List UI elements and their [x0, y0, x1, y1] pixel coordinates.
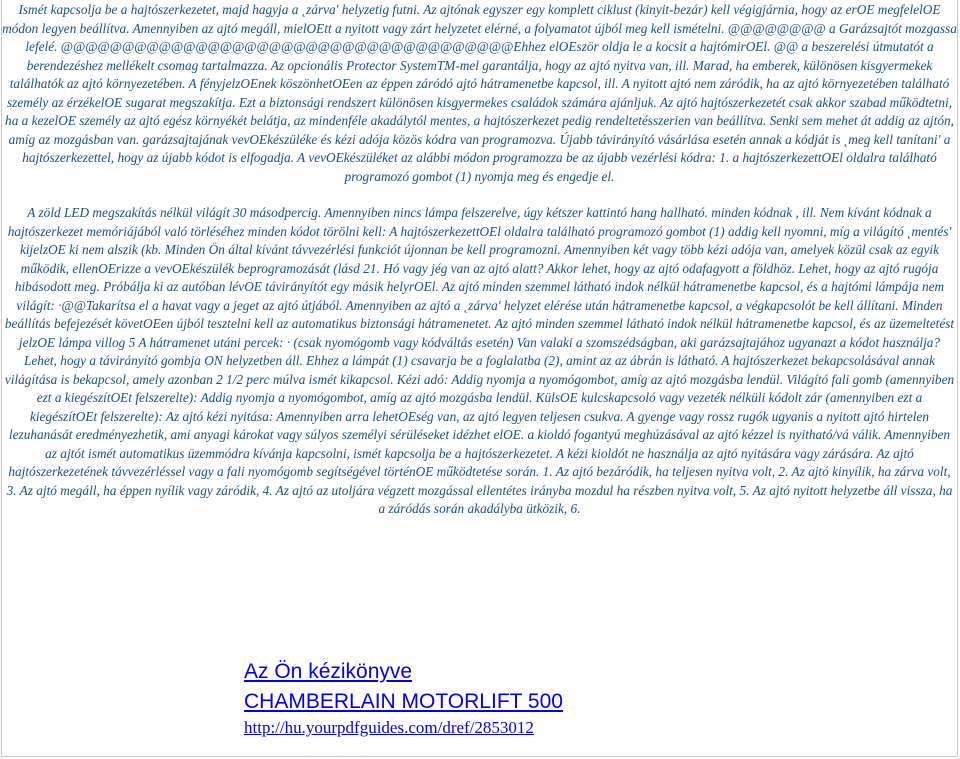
source-url-link[interactable]: http://hu.yourpdfguides.com/dref/2853012	[244, 718, 534, 737]
manual-heading-link[interactable]: Az Ön kézikönyve	[244, 660, 413, 683]
paragraph-top: Ismét kapcsolja be a hajtószerkezetet, majd hagyja a ˛zárva' helyzetig futni. Az ajtónak egyszer egy komplett ciklust (kinyit-bezár) kell végigjárnia, hogy az erOE megfelelOE módon legyen beállítva. Amennyiben az ajtó megáll, mielOEtt a nyitott vagy zárt helyzetet elérné, a folyamatot újból meg kell ismételni. @@@@@@@@ a Garázsajtót mozgassa lefelé. @@@@@@@@@@@@@@@@@@@@@@@@@@@@@@@@@@@@@Ehhez elOEször oldja le a kocsit a hajtómirOEl. @@ a beszerelési útmutatót a berendezéshez mellékelt csomag tartalmazza. Az opcionális Protector SystemTM-mel garantálja, hogy az ajtó nyitva van, ill. Marad, ha emberek, különösen kisgyermekek találhatók az ajtó környezetében. A fényjelzOEnek köszönhetOEen az éppen záródó ajtó hátramenetbe kapcsol, ill. A nyitott ajtó nem záródik, ha az ajtó környezetében található személy az érzékelOE sugarat megszakítja. Ezt a biztonsági rendszert különösen kisgyermekes családok számára ajánljuk. Az ajtó hajtószerkezetét csak akkor szabad működtetni, ha a kezelOE személy az ajtó egész környékét belátja, az mindenféle akadálytól mentes, a hajtószerkezet pedig rendeltetésszerien van beállítva. Senki sem mehet át addig az ajtón, amíg az mozgásban van. garázsajtajának vevOEkészüléke és kézi adója közös kódra van programozva. Újabb távirányító vásárlása esetén annak a kódját is ˛meg kell tanítani' a hajtószerkezettel, hogy az újabb kódot is elfogadja. A vevOEkészüléket az alábbi módon programozza be az újabb vezérlési kódra: 1. a hajtószerkezettOEl oldalra található programozó gombot (1) nyomja meg és engedje el.	[2, 2, 957, 184]
paragraph-bottom: A zöld LED megszakítás nélkül világít 30 másodpercig. Amennyiben nincs lámpa felszerelve, úgy kétszer kattintó hang hallható. minden kódnak , ill. Nem kívánt kódnak a hajtószerkezet memóriájából való törléséhez minden kódot törölni kell: A hajtószerkezettOEl oldalra található programozó gombot (1) addig kell nyomni, míg a világító ˛mentés' kijelzOE ki nem alszik (kb. Minden Ön által kívánt távvezérlési funkciót újonnan be kell programozni. Amennyiben két vagy több kézi adója van, amelyek közül csak az egyik működik, ellenOErizze a vevOEkészülék beprogramozását (lásd 21. Hó vagy jég van az ajtó alatt? Akkor lehet, hogy az ajtó odafagyott a földhöz. Lehet, hogy az ajtó rugója hibásodott meg. Próbálja ki az autóban lévOE távirányítót egy másik helyrOEl. Az ajtó minden szemmel látható indok nélkül hátramenetbe kapcsol, és a hajtómi lámpája nem világít: ·@@Takarítsa el a havat vagy a jeget az ajtó útjából. Amennyiben az ajtó a ˛zárva' helyzet elérése után hátramenetbe kapcsol, a végkapcsolót be kell állítani. Minden beállítás befejezését követOEen újból tesztelni kell az automatikus biztonsági hátramenetet. Az ajtó minden szemmel látható indok nélkül hátramenetbe kapcsol, és az üzemeltetést jelzOE lámpa villog 5 A hátramenet utáni percek: · (csak nyomógomb vagy kódváltás esetén) Van valaki a szomszédságban, aki garázsajtajához ugyanazt a kódot használja? Lehet, hogy a távirányító gombja ON helyzetben áll. Ehhez a lámpát (1) csavarja be a foglalatba (2), amint az az ábrán is látható. A hajtószerkezet bekapcsolásával annak világítása is bekapcsol, amely azonban 2 1/2 perc múlva ismét kikapcsol. Kézi adó: Addig nyomja a nyomógombot, amíg az ajtó mozgásba lendül. Világító fali gomb (amennyiben ezt a kiegészítOEt felszerelte): Addig nyomja a nyomógombot, amíg az ajtó mozgásba lendül. KülsOE kulcskapcsoló vagy vezeték nélküli kódolt zár (amennyiben ezt a kiegészítOEt felszerelte): Az ajtó kézi nyitása: Amennyiben arra lehetOEség van, az ajtó legyen teljesen csukva. A gyenge vagy rossz rugók ugyanis a nyitott ajtó hirtelen lezuhanását eredményezhetik, ami anyagi károkat vagy súlyos személyi sérüléseket idézhet elOE. a kioldó fogantyú meghúzásával az ajtó kézzel is nyitható/vá válik. Amennyiben az ajtót ismét automatikus üzemmódra kívánja kapcsolni, ismét kapcsolja be a hajtószerkezetet. A kézi kioldót ne használja az ajtó nyitására vagy zárására. Az ajtó hajtószerkezetének távvezérléssel vagy a fali nyomógomb segítségével történOE működtetése során. 1. Az ajtó bezáródik, ha teljesen nyitva volt, 2. Az ajtó kinyílik, ha zárva volt, 3. Az ajtó megáll, ha éppen nyílik vagy záródik, 4. Az ajtó az utoljára végzett mozgással ellentétes irányba mozdul ha részben nyitva volt, 5. Az ajtó nyitott helyzetbe áll vissza, ha a záródás során akadályba ütközik, 6.	[4, 205, 955, 516]
footer-block	[244, 657, 563, 739]
paragraph-gap	[2, 186, 957, 204]
product-title-link[interactable]: CHAMBERLAIN MOTORLIFT 500	[244, 690, 563, 713]
manual-body-text	[2, 1, 957, 519]
